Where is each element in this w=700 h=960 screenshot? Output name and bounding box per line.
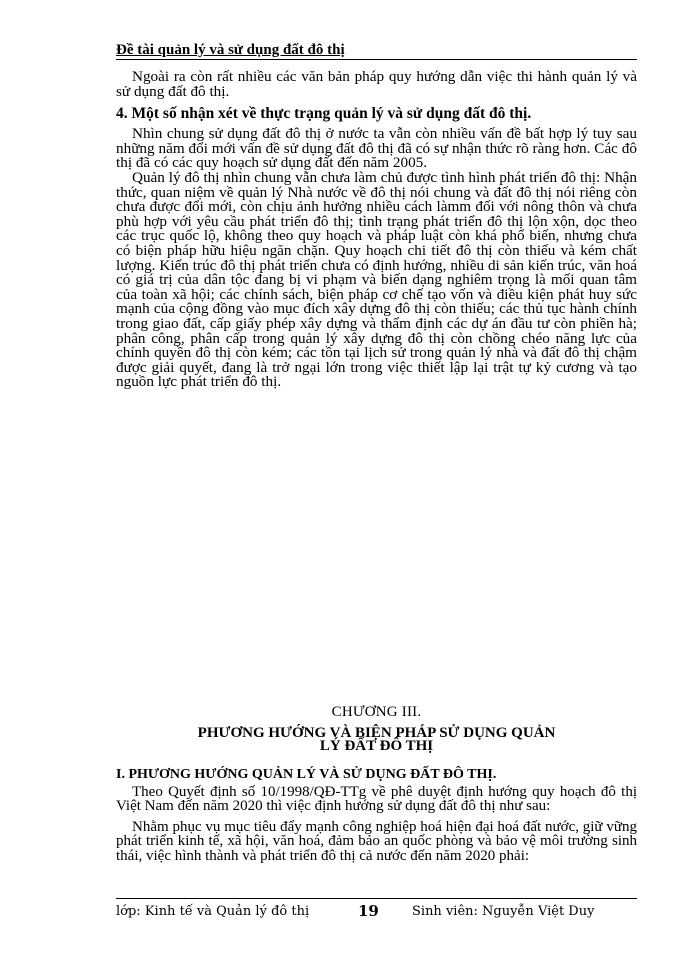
paragraph-2: Quản lý đô thị nhìn chung vẫn chưa làm chủ được tình hình phát triển đô thị: Nhận thức, quan niệm về quản lý Nhà nước về đô thị nói chung và đất đô thị nói riêng còn chưa được đổi mới, còn chịu ảnh hưởng nhiều cách làmm đối với nông thôn và chưa phù hợp với yêu cầu phát triển đô thị; tình trạng phát triển đô thị lộn xộn, dọc theo các trục quốc lộ, không theo quy hoạch và pháp luật còn khá phổ biến, nhưng chưa có biện pháp hữu hiệu ngăn chặn. Quy hoạch chi tiết đô thị còn thiếu và kém chất lượng. Kiến trúc đô thị phát triển chưa có định hướng, nhiều di sản kiến trúc, văn hoá có giá trị của dân tộc đang bị vi phạm và biến dạng nghiêm trọng là mối quan tâm của toàn xã hội; các chính sách, biện pháp cơ chế tạo vốn và điều kiện phát huy sức mạnh của cộng đồng vào mục đích xây dựng đô thị còn thiếu; các thủ tục hành chính trong giao đất, cấp giấy phép xây dựng và thẩm định các dự án đầu tư còn phiền hà; phân công, phân cấp trong quản lý xây dựng đô thị còn chồng chéo năng lực của chính quyền đô thị còn kém; các tồn tại lịch sử trong quản lý nhà và đất đô thị chậm được giải quyết, đang là trở ngại lớn trong việc thiết lập lại trật tự kỷ cương và tạo nguồn lực phát triển đô thị. (116, 168, 637, 391)
section-heading-4: 4. Một số nhận xét về thực trạng quản lý và sử dụng đất đô thị. (116, 105, 532, 123)
footer-class-label: lớp: Kinh tế và Quản lý đô thị (116, 904, 310, 919)
section-direction (116, 768, 637, 864)
chapter-number: CHƯƠNG III. (331, 704, 422, 720)
paragraph-decision: Theo Quyết định số 10/1998/QĐ-TTg về phê duyệt định hướng quy hoạch đô thị Việt Nam đến năm 2020 thì việc định hướng sử dụng đất đô thị như sau: (116, 783, 637, 815)
intro-paragraph: Ngoài ra còn rất nhiều các văn bản pháp quy hướng dẫn việc thi hành quản lý và sử dụng đất đô thị. (116, 68, 637, 100)
paragraph-goals: Nhằm phục vụ mục tiêu đẩy mạnh công nghiệp hoá hiện đại hoá đất nước, giữ vững phát triển kinh tế, xã hội, văn hoá, đảm bảo an quốc phòng và bảo vệ môi trường sinh thái, việc hình thành và phát triển đô thị cả nước đến năm 2020 phải: (116, 818, 637, 864)
footer-student-label: Sinh viên: Nguyễn Việt Duy (412, 904, 595, 919)
paragraph-1: Nhìn chung sử dụng đất đô thị ở nước ta vẫn còn nhiều vấn đề bất hợp lý tuy sau những năm đổi mới vấn đề sử dụng đất đô thị đã có sự nhận thức rõ ràng hơn. Các đô thị đã có các quy hoạch sử dụng đất đến năm 2005. (116, 125, 637, 172)
page-footer (116, 898, 637, 920)
chapter-title-line-2: LÝ ĐẤT ĐÔ THỊ (319, 738, 434, 754)
chapter-title (116, 727, 637, 753)
header-title: Đề tài quản lý và sử dụng đất đô thị (116, 42, 345, 58)
section-heading-I: I. PHƯƠNG HƯỚNG QUẢN LÝ VÀ SỬ DỤNG ĐẤT ĐÔ THỊ. (116, 767, 497, 782)
page-number: 19 (358, 902, 379, 920)
chapter-title-line-1: PHƯƠNG HƯỚNG VÀ BIỆN PHÁP SỬ DỤNG QUẢN (197, 725, 556, 741)
page-header (116, 43, 637, 60)
section-current-state (116, 70, 637, 390)
